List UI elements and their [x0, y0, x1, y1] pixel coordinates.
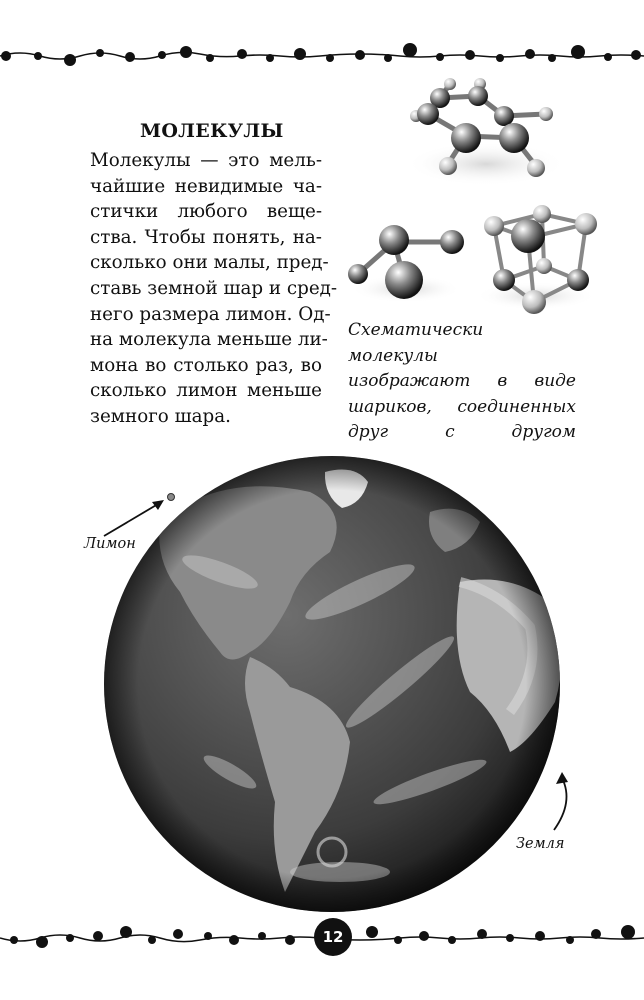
body-line: сколько они малы, пред-: [90, 252, 329, 274]
body-line: земного шара.: [90, 405, 231, 427]
caption-line: молекулы: [348, 345, 438, 366]
top-bead-border: [0, 36, 644, 76]
article-body: [90, 148, 338, 430]
body-line: Молекулы — это мель-: [90, 150, 322, 171]
body-line: него размера лимон. Од-: [90, 303, 331, 325]
earth-label: Земля: [516, 836, 565, 852]
body-line: стички любого веще-: [90, 201, 322, 223]
article-heading: МОЛЕКУЛЫ: [140, 120, 284, 142]
simple-molecule-icon: [348, 225, 464, 303]
body-line: мона во столько раз, во: [90, 354, 322, 376]
ring-molecule-icon: [406, 78, 566, 186]
caption-line: Схематически: [348, 320, 484, 340]
caption-line: изображают в виде: [348, 371, 576, 392]
caption-line: друг с другом: [348, 422, 576, 443]
page-number-badge: 12: [314, 918, 352, 956]
cube-molecule-icon: [476, 205, 597, 314]
body-line: на молекула меньше ли-: [90, 329, 328, 351]
figure-caption: [348, 318, 576, 446]
lemon-dot-icon: [168, 494, 175, 501]
lemon-label: Лимон: [84, 536, 136, 552]
body-line: чайшие невидимые ча-: [90, 175, 322, 197]
body-line: ставь земной шар и сред-: [90, 277, 338, 299]
molecule-models-illustration: [336, 74, 620, 314]
caption-line: шариков, соединенных: [348, 396, 576, 417]
earth-pointer-arrow: [528, 768, 578, 838]
body-line: ства. Чтобы понять, на-: [90, 226, 322, 248]
body-line: сколько лимон меньше: [90, 380, 322, 402]
